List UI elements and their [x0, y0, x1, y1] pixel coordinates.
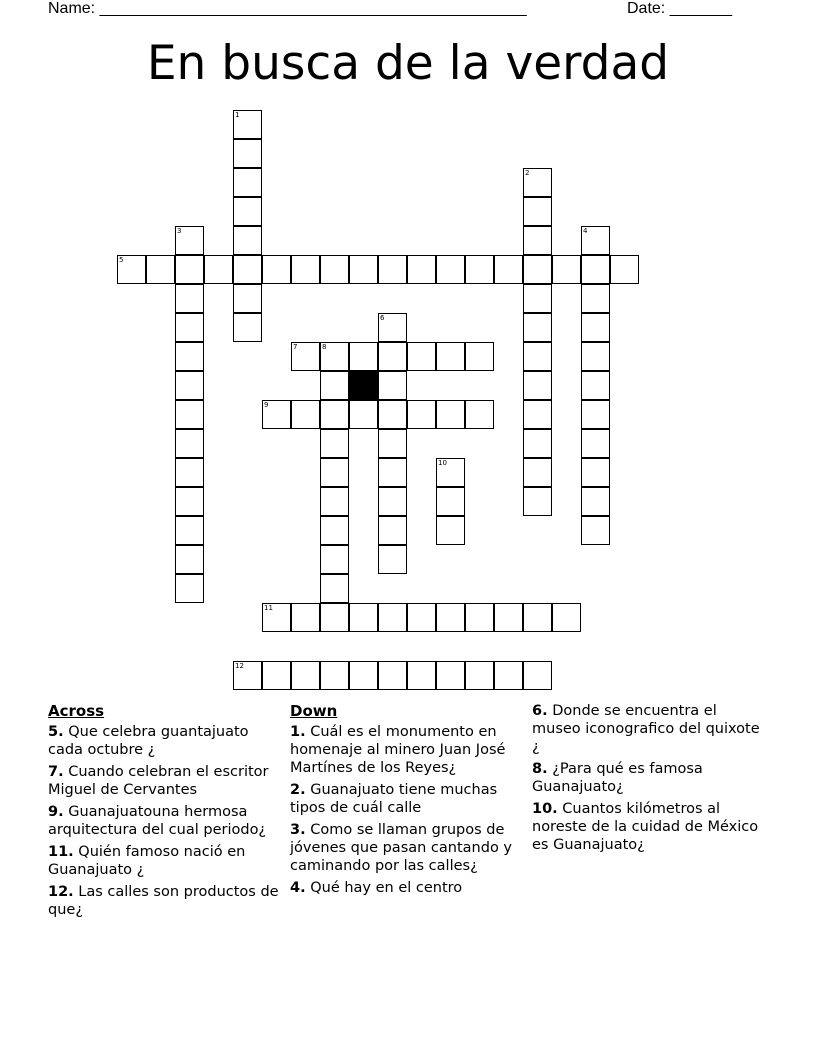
grid-cell[interactable] — [320, 400, 349, 429]
grid-cell[interactable] — [523, 226, 552, 255]
grid-cell[interactable] — [175, 458, 204, 487]
grid-cell[interactable] — [523, 197, 552, 226]
grid-cell[interactable] — [523, 313, 552, 342]
grid-cell[interactable] — [523, 458, 552, 487]
grid-cell[interactable] — [349, 255, 378, 284]
grid-cell[interactable] — [320, 342, 349, 371]
grid-cell[interactable] — [175, 487, 204, 516]
cell-number: 6 — [380, 314, 385, 322]
grid-cell[interactable] — [523, 168, 552, 197]
grid-cell[interactable] — [610, 255, 639, 284]
grid-cell[interactable] — [494, 661, 523, 690]
grid-cell[interactable] — [378, 603, 407, 632]
grid-cell[interactable] — [494, 255, 523, 284]
clue-number: 6. — [532, 703, 548, 719]
grid-cell[interactable] — [320, 429, 349, 458]
across-heading: Across — [48, 702, 105, 720]
clue-text: ¿Para qué es famosa Guanajuato¿ — [532, 761, 703, 795]
grid-cell[interactable] — [175, 371, 204, 400]
clue-text: Quién famoso nació en Guanajuato ¿ — [48, 844, 246, 878]
grid-cell[interactable] — [233, 284, 262, 313]
grid-cell[interactable] — [581, 226, 610, 255]
grid-cell[interactable] — [233, 139, 262, 168]
grid-cell[interactable] — [175, 429, 204, 458]
clue-number: 12. — [48, 884, 74, 900]
clue-across-5 — [48, 723, 284, 759]
grid-cell[interactable] — [407, 342, 436, 371]
grid-cell[interactable] — [175, 545, 204, 574]
cell-number: 11 — [264, 604, 273, 612]
grid-cell[interactable] — [175, 226, 204, 255]
grid-cell[interactable] — [436, 603, 465, 632]
grid-cell[interactable] — [262, 603, 291, 632]
cell-number: 12 — [235, 662, 244, 670]
clue-down-3 — [290, 821, 526, 875]
clue-number: 8. — [532, 761, 548, 777]
grid-cell[interactable] — [291, 255, 320, 284]
grid-cell[interactable] — [291, 603, 320, 632]
grid-cell[interactable] — [436, 661, 465, 690]
grid-cell[interactable] — [581, 371, 610, 400]
grid-cell[interactable] — [407, 255, 436, 284]
clue-number: 11. — [48, 844, 74, 860]
clue-across-11 — [48, 843, 284, 879]
grid-cell[interactable] — [465, 255, 494, 284]
clue-number: 9. — [48, 804, 64, 820]
grid-cell[interactable] — [175, 400, 204, 429]
grid-cell[interactable] — [175, 342, 204, 371]
grid-cell[interactable] — [291, 400, 320, 429]
grid-cell[interactable] — [204, 255, 233, 284]
grid-cell[interactable] — [320, 516, 349, 545]
grid-cell[interactable] — [378, 342, 407, 371]
cell-number: 4 — [583, 227, 588, 235]
clue-down-1 — [290, 723, 526, 777]
clue-number: 2. — [290, 782, 306, 798]
grid-cell[interactable] — [523, 661, 552, 690]
grid-cell[interactable] — [378, 371, 407, 400]
grid-cell[interactable] — [581, 516, 610, 545]
grid-cell[interactable] — [552, 255, 581, 284]
grid-cell[interactable] — [320, 603, 349, 632]
clue-number: 3. — [290, 822, 306, 838]
grid-cell[interactable] — [581, 342, 610, 371]
clue-number: 1. — [290, 724, 306, 740]
clue-down-2 — [290, 781, 526, 817]
grid-cell[interactable] — [233, 197, 262, 226]
grid-cell[interactable] — [581, 458, 610, 487]
clue-text: Cuál es el monumento en homenaje al minero Juan José Martínes de los Reyes¿ — [290, 724, 506, 776]
clue-across-12 — [48, 883, 284, 919]
grid-cell[interactable] — [320, 371, 349, 400]
grid-cell[interactable] — [378, 545, 407, 574]
down-clues-continued — [532, 702, 768, 858]
cell-number: 2 — [525, 169, 530, 177]
cell-number: 3 — [177, 227, 182, 235]
cell-number: 8 — [322, 343, 327, 351]
grid-cell[interactable] — [523, 342, 552, 371]
grid-cell[interactable] — [436, 458, 465, 487]
grid-cell[interactable] — [378, 458, 407, 487]
cell-number: 1 — [235, 111, 240, 119]
grid-cell[interactable] — [523, 603, 552, 632]
grid-cell[interactable] — [581, 255, 610, 284]
grid-cell[interactable] — [436, 400, 465, 429]
clue-text: Cuando celebran el escritor Miguel de Cervantes — [48, 764, 269, 798]
grid-cell[interactable] — [349, 603, 378, 632]
grid-cell[interactable] — [262, 661, 291, 690]
grid-cell[interactable] — [407, 603, 436, 632]
cell-number: 7 — [293, 343, 298, 351]
clue-text: Cuantos kilómetros al noreste de la cuidad de México es Guanajuato¿ — [532, 801, 759, 853]
down-heading: Down — [290, 702, 338, 720]
grid-cell[interactable] — [378, 429, 407, 458]
grid-cell[interactable] — [175, 516, 204, 545]
black-square — [349, 371, 378, 400]
clue-down-4 — [290, 879, 526, 897]
clue-text: Guanajuato tiene muchas tipos de cuál calle — [290, 782, 498, 816]
grid-cell[interactable] — [494, 603, 523, 632]
clue-number: 10. — [532, 801, 558, 817]
grid-cell[interactable] — [291, 342, 320, 371]
grid-cell[interactable] — [436, 487, 465, 516]
clue-number: 4. — [290, 880, 306, 896]
clue-down-10 — [532, 800, 768, 854]
clue-text: Donde se encuentra el museo iconografico del quixote ¿ — [532, 703, 760, 755]
grid-cell[interactable] — [523, 284, 552, 313]
grid-cell[interactable] — [523, 487, 552, 516]
grid-cell[interactable] — [175, 255, 204, 284]
name-field[interactable]: Name: ________________________________________________ — [48, 0, 527, 17]
grid-cell[interactable] — [378, 661, 407, 690]
grid-cell[interactable] — [320, 458, 349, 487]
grid-cell[interactable] — [581, 400, 610, 429]
grid-cell[interactable] — [175, 574, 204, 603]
grid-cell[interactable] — [581, 429, 610, 458]
grid-cell[interactable] — [349, 661, 378, 690]
clue-down-6 — [532, 702, 768, 756]
grid-cell[interactable] — [465, 400, 494, 429]
grid-cell[interactable] — [523, 429, 552, 458]
cell-number: 9 — [264, 401, 269, 409]
date-field[interactable]: Date: _______ — [627, 0, 732, 17]
grid-cell[interactable] — [320, 255, 349, 284]
grid-cell[interactable] — [581, 313, 610, 342]
grid-cell[interactable] — [378, 255, 407, 284]
clue-number: 7. — [48, 764, 64, 780]
grid-cell[interactable] — [233, 226, 262, 255]
grid-cell[interactable] — [349, 342, 378, 371]
grid-cell[interactable] — [436, 516, 465, 545]
grid-cell[interactable] — [378, 516, 407, 545]
clue-down-8 — [532, 760, 768, 796]
grid-cell[interactable] — [262, 255, 291, 284]
grid-cell[interactable] — [465, 342, 494, 371]
clue-across-9 — [48, 803, 284, 839]
clue-text: Como se llaman grupos de jóvenes que pasan cantando y caminando por las calles¿ — [290, 822, 513, 874]
grid-cell[interactable] — [320, 545, 349, 574]
grid-cell[interactable] — [117, 255, 146, 284]
grid-cell[interactable] — [349, 400, 378, 429]
grid-cell[interactable] — [465, 603, 494, 632]
grid-cell[interactable] — [320, 487, 349, 516]
clue-text: Las calles son productos de que¿ — [48, 884, 279, 918]
grid-cell[interactable] — [146, 255, 175, 284]
across-clues — [48, 702, 284, 923]
grid-cell[interactable] — [320, 661, 349, 690]
page-title: En busca de la verdad — [146, 36, 670, 91]
grid-cell[interactable] — [378, 313, 407, 342]
clue-number: 5. — [48, 724, 64, 740]
grid-cell[interactable] — [233, 168, 262, 197]
grid-cell[interactable] — [291, 661, 320, 690]
grid-cell[interactable] — [523, 371, 552, 400]
clue-across-7 — [48, 763, 284, 799]
grid-cell[interactable] — [378, 487, 407, 516]
clue-text: Qué hay en el centro — [310, 880, 463, 896]
grid-cell[interactable] — [407, 661, 436, 690]
cell-number: 5 — [119, 256, 124, 264]
grid-cell[interactable] — [407, 400, 436, 429]
grid-cell[interactable] — [552, 603, 581, 632]
cell-number: 10 — [438, 459, 447, 467]
grid-cell[interactable] — [581, 487, 610, 516]
grid-cell[interactable] — [175, 313, 204, 342]
grid-cell[interactable] — [523, 255, 552, 284]
grid-cell[interactable] — [233, 110, 262, 139]
grid-cell[interactable] — [378, 400, 407, 429]
grid-cell[interactable] — [175, 284, 204, 313]
grid-cell[interactable] — [320, 574, 349, 603]
grid-cell[interactable] — [523, 400, 552, 429]
clue-text: Guanajuatouna hermosa arquitectura del cual periodo¿ — [48, 804, 267, 838]
grid-cell[interactable] — [233, 661, 262, 690]
clue-text: Que celebra guantajuato cada octubre ¿ — [48, 724, 249, 758]
grid-cell[interactable] — [581, 284, 610, 313]
down-clues — [290, 702, 526, 901]
grid-cell[interactable] — [262, 400, 291, 429]
grid-cell[interactable] — [233, 313, 262, 342]
grid-cell[interactable] — [436, 255, 465, 284]
grid-cell[interactable] — [233, 255, 262, 284]
grid-cell[interactable] — [465, 661, 494, 690]
grid-cell[interactable] — [436, 342, 465, 371]
